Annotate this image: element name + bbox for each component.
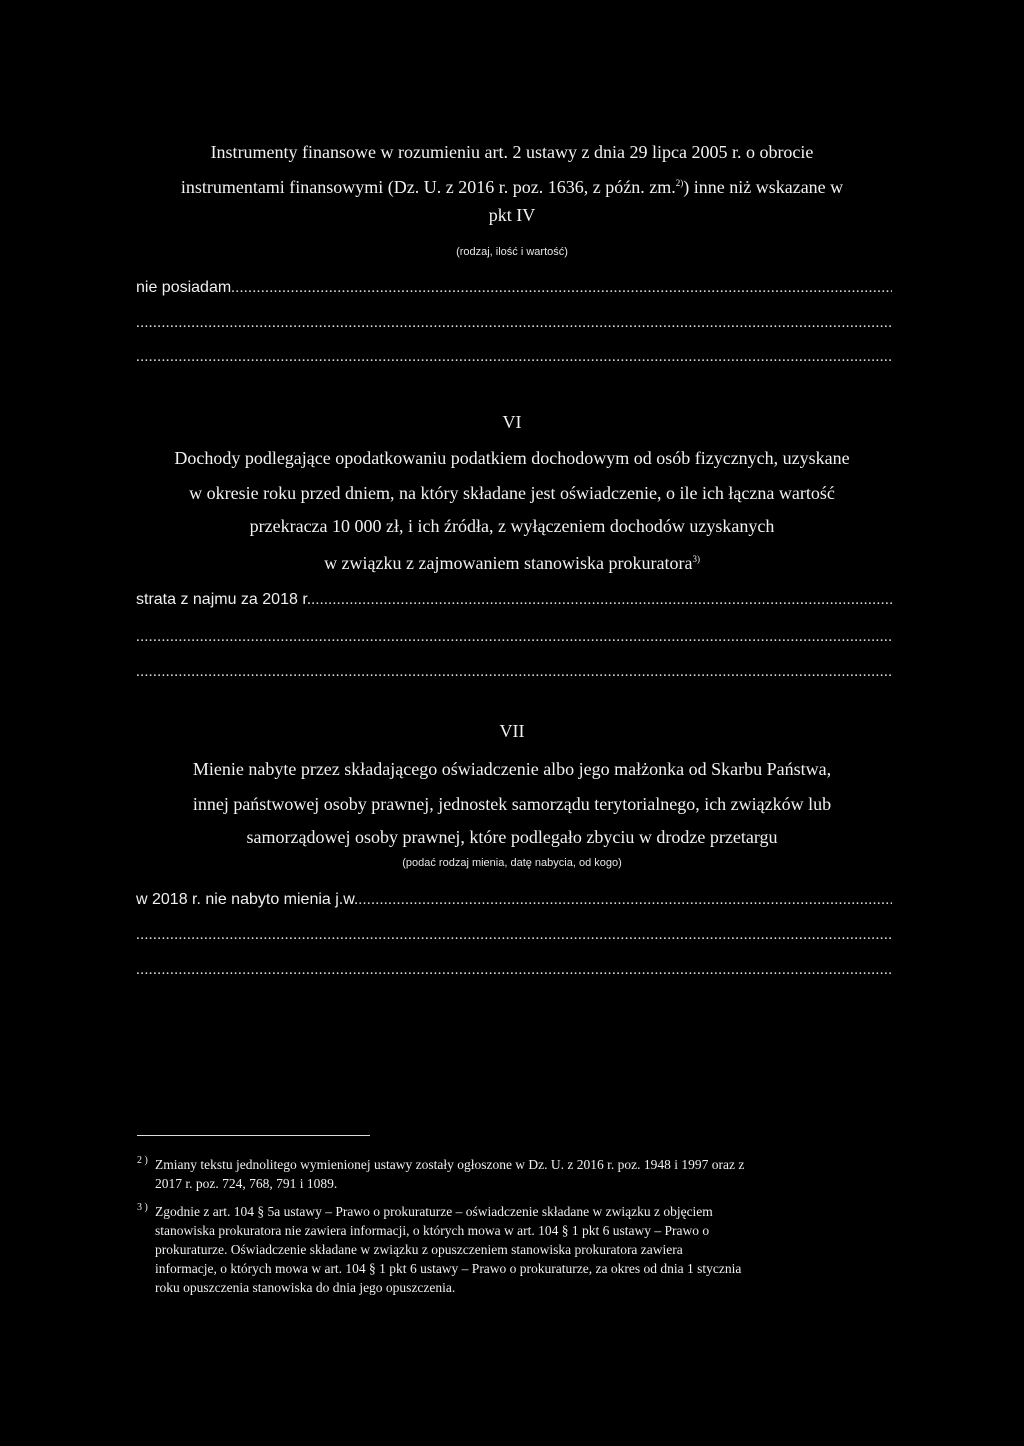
section-v-blank-line-1 [136,313,892,333]
footnote-3-line-4: informacje, o których mowa w art. 104 § 1 pkt 6 ustawy – Prawo o prokuraturze, za okres od dnia 1 stycznia [155,1261,742,1276]
footnote-2 [137,1155,893,1193]
section-vi-heading-line-4-text: w związku z zajmowaniem stanowiska prokuratora [324,553,693,573]
section-vii-entry-line [136,890,892,910]
footnote-3-line-1 [137,1202,893,1221]
section-vi-entry: strata z najmu za 2018 r. [136,591,312,608]
section-v-heading-line-2 [100,168,924,203]
section-vii-heading-line-2: innej państwowej osoby prawnej, jednostek samorządu terytorialnego, ich związków lub [192,794,832,814]
section-vi-number: VI [502,412,522,432]
section-vi-heading-line-1: Dochody podlegające opodatkowaniu podatkiem dochodowym od osób fizycznych, uzyskane [174,448,850,468]
footnote-3-line-1-text: Zgodnie z art. 104 § 5a ustawy – Prawo o prokuraturze – oświadczenie składane w związku z objęciem [155,1204,713,1219]
footnote-ref-2: 2) [675,178,684,188]
section-v-heading-line-2-tail: ) inne niż wskazane w [683,177,844,197]
section-vii-heading-line-1: Mienie nabyte przez składającego oświadczenie albo jego małżonka od Skarbu Państwa, [192,759,832,779]
section-vi-blank-line-2 [136,662,892,682]
footnote-2-marker: 2 ) [137,1155,148,1166]
footnote-2-line-2: 2017 r. poz. 724, 768, 791 i 1089. [155,1176,338,1191]
section-vii-blank-line-1 [136,925,892,945]
section-v-note: (rodzaj, ilość i wartość) [456,246,568,258]
section-v-heading-line-1: Instrumenty finansowe w rozumieniu art. 2 ustawy z dnia 29 lipca 2005 r. o obrocie [210,142,814,162]
footnote-ref-3: 3) [692,554,700,564]
section-v-heading-line-3: pkt IV [488,205,536,225]
section-vii-entry: w 2018 r. nie nabyto mienia j.w. [136,891,359,908]
footnote-2-line-1-text: Zmiany tekstu jednolitego wymienionej ustawy zostały ogłoszone w Dz. U. z 2016 r. poz. 1948 i 1997 oraz z [155,1157,745,1172]
section-vii-heading-line-3: samorządowej osoby prawnej, które podlegało zbyciu w drodze przetargu [246,827,778,847]
section-vii-number: VII [499,721,525,741]
footnote-3 [137,1202,893,1297]
footnote-separator [137,1135,370,1136]
section-v-blank-line-2 [136,347,892,367]
footnote-2-line-1 [137,1155,893,1174]
footnote-3-line-5: roku opuszczenia stanowiska do dnia jego opuszczenia. [155,1280,456,1295]
section-vi-heading-line-2: w okresie roku przed dniem, na który składane jest oświadczenie, o ile ich łączna wartość [189,483,835,503]
section-v-entry: nie posiadam [136,279,232,296]
section-v-entry-line [136,278,892,298]
section-vii-blank-line-2 [136,960,892,980]
section-vi-blank-line-1 [136,627,892,647]
footnote-3-marker: 3 ) [137,1202,148,1213]
footnote-3-line-3: prokuraturze. Oświadczenie składane w związku z opuszczeniem stanowiska prokuratora zawiera [155,1242,683,1257]
section-vi-heading-line-3: przekracza 10 000 zł, i ich źródła, z wyłączeniem dochodów uzyskanych [249,516,775,536]
section-vi-entry-line [136,590,892,610]
section-v-heading-line-2-text: instrumentami finansowymi (Dz. U. z 2016 r. poz. 1636, z późn. zm. [180,177,676,197]
section-vi-heading-line-4 [100,544,924,579]
footnote-3-line-2: stanowiska prokuratora nie zawiera informacji, o których mowa w art. 104 § 1 pkt 6 ustawy – Prawo o [155,1223,710,1238]
section-vii-note: (podać rodzaj mienia, datę nabycia, od kogo) [402,857,622,869]
